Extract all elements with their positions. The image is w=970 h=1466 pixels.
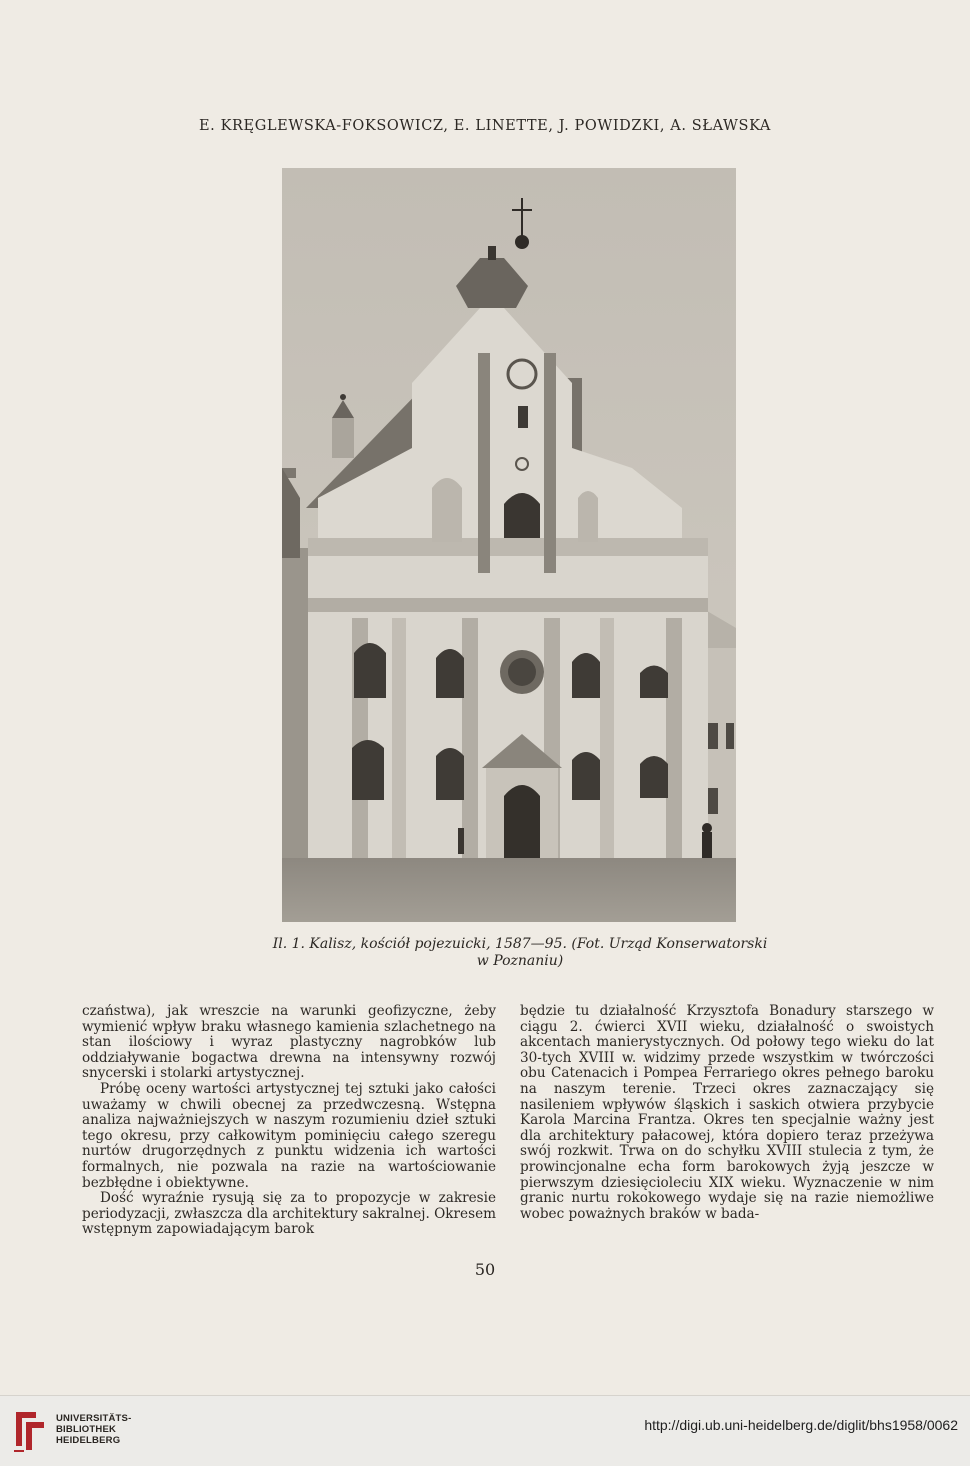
figure-caption [230,936,810,970]
permalink-url[interactable]: http://digi.ub.uni-heidelberg.de/diglit/bhs1958/0062 [644,1417,958,1433]
right-text-column [520,1004,934,1222]
left-text-column [82,1004,496,1238]
left-paragraph-3: Dość wyraźnie rysują się za to propozycje w zakresie periodyzacji, zwłaszcza dla architektury sakralnej. Okresem wstępnym zapowiadającym barok [82,1190,496,1238]
caption-line-2: w Poznaniu) [476,953,564,969]
left-paragraph-2: Próbę oceny wartości artystycznej tej sztuki jako całości uważamy w chwili obecnej za przedwczesną. Wstępna analiza najważniejszych w naszym rozumieniu dzieł sztuki tego okresu, przy całkowitym pominięciu całego szeregu nurtów drugorzędnych z punktu widzenia ich wartości formalnych, nie pozwala na razie na wartościowanie bezbłędne i obiektywne. [82,1080,496,1191]
library-name-line-2: BIBLIOTHEK [56,1424,117,1435]
caption-line-1: Il. 1. Kalisz, kościół pojezuicki, 1587—95. (Fot. Urząd Konserwatorski [272,936,768,952]
left-paragraph-1: czaństwa), jak wreszcie na warunki geofizyczne, żeby wymienić wpływ braku własnego kamienia szlachetnego na stan ilościowy i wyraz plastyczny nagrobków lub oddziaływanie bogactwa drewna na intensywny rozwój snycerski i stolarki artystycznej. [82,1003,496,1082]
viewer-footer [0,1395,970,1466]
running-header: E. KRĘGLEWSKA-FOKSOWICZ, E. LINETTE, J. POWIDZKI, A. SŁAWSKA [198,118,772,134]
library-logo-icon[interactable] [10,1408,50,1454]
page-number: 50 [474,1260,496,1279]
library-name-line-1: UNIVERSITÄTS- [56,1413,132,1424]
church-photograph [282,168,736,922]
church-facade-illustration [282,168,736,922]
right-paragraph-1: będzie tu działalność Krzysztofa Bonadury starszego w ciągu 2. ćwierci XVII wieku, działalność o swoistych akcentach manierystycznych. Od połowy tego wieku do lat 30-tych XVIII w. widzimy przede wszystkim w twórczości obu Catenacich i Pompea Ferrariego okres pełnego baroku na naszym terenie. Trzeci okres zaznaczający się nasileniem wpływów śląskich i saskich otwiera przybycie Karola Marcina Frantza. Okres ten specjalnie ważny jest dla architektury pałacowej, która dopiero teraz przeżywa swój rozkwit. Trwa on do schyłku XVIII stulecia z tym, że prowincjonalne echa form barokowych żyją jeszcze w pierwszym dziesięcioleciu XIX wieku. Wyznaczenie w nim granic nurtu rokokowego wydaje się na razie niemożliwe wobec poważnych braków w bada- [520,1003,934,1222]
library-name-line-3: HEIDELBERG [56,1435,121,1446]
library-name [56,1413,131,1446]
